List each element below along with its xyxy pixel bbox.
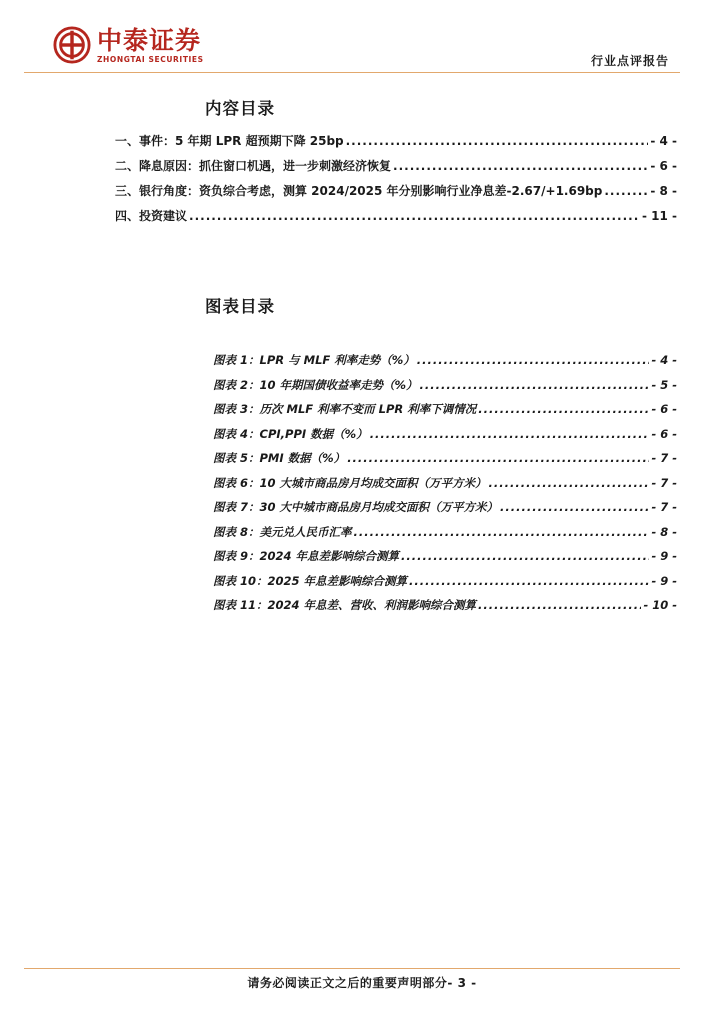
toc-entry[interactable] (115, 132, 677, 149)
dot-leader (417, 353, 650, 367)
dot-leader (409, 574, 649, 588)
dot-leader (500, 500, 649, 514)
page-number: - 3 - (447, 976, 477, 990)
figure-entry-label: 图表 2：10 年期国债收益率走势（%） (213, 378, 418, 392)
dot-leader (420, 378, 650, 392)
dot-leader (478, 598, 641, 612)
footer-divider (24, 968, 680, 969)
dot-leader (346, 134, 649, 148)
toc-entry[interactable] (115, 157, 677, 174)
figure-entry-label: 图表 1：LPR 与 MLF 利率走势（%） (213, 353, 415, 367)
figure-entry[interactable] (213, 573, 677, 589)
figure-entry-label: 图表 10：2025 年息差影响综合测算 (213, 574, 408, 588)
footer (0, 974, 724, 991)
toc-entry-label: 三、银行角度：资负综合考虑，测算 2024/2025 年分别影响行业净息差-2.67/+1.69bp (115, 184, 603, 198)
toc-entry-page: - 11 - (641, 209, 677, 223)
figure-entry-page: - 6 - (651, 427, 677, 441)
figure-entry-page: - 9 - (651, 549, 677, 563)
figure-entry-label: 图表 11：2024 年息差、营收、利润影响综合测算 (213, 598, 477, 612)
toc-entry-label: 四、投资建议 (115, 209, 188, 223)
dot-leader (478, 402, 649, 416)
figure-entry[interactable] (213, 475, 677, 491)
dot-leader (393, 159, 648, 173)
toc-title: 内容目录 (205, 99, 275, 118)
figures-title: 图表目录 (205, 297, 275, 316)
figure-entry-page: - 7 - (651, 451, 677, 465)
figure-entry-label: 图表 3：历次 MLF 利率不变而 LPR 利率下调情况 (213, 402, 477, 416)
figure-entry-label: 图表 7：30 大中城市商品房月均成交面积（万平方米） (213, 500, 499, 514)
figure-entry-label: 图表 6：10 大城市商品房月均成交面积（万平方米） (213, 476, 487, 490)
dot-leader (401, 549, 649, 563)
toc-entry-page: - 6 - (650, 159, 677, 173)
report-type: 行业点评报告 (590, 54, 669, 68)
figure-entry-page: - 7 - (651, 476, 677, 490)
dot-leader (604, 184, 648, 198)
figure-entry-page: - 7 - (651, 500, 677, 514)
figure-entry-page: - 6 - (651, 402, 677, 416)
dot-leader (489, 476, 650, 490)
company-logo-text (97, 27, 204, 64)
dot-leader (347, 451, 649, 465)
figure-entry-page: - 10 - (643, 598, 677, 612)
figure-entry[interactable] (213, 377, 677, 393)
figure-entry[interactable] (213, 401, 677, 417)
company-logo (53, 26, 204, 64)
figure-entry-label: 图表 5：PMI 数据（%） (213, 451, 346, 465)
figure-entry[interactable] (213, 426, 677, 442)
toc-entry[interactable] (115, 207, 677, 224)
figure-entry-label: 图表 4：CPI,PPI 数据（%） (213, 427, 368, 441)
figure-entry-page: - 8 - (651, 525, 677, 539)
toc-entry-label: 二、降息原因：抓住窗口机遇，进一步刺激经济恢复 (115, 159, 392, 173)
figure-entry[interactable] (213, 450, 677, 466)
figure-entry[interactable] (213, 524, 677, 540)
disclaimer-note: 请务必阅读正文之后的重要声明部分 (247, 976, 448, 990)
company-name-en: ZHONGTAI SECURITIES (97, 54, 204, 64)
figure-entry[interactable] (213, 548, 677, 564)
figure-entry-label: 图表 9：2024 年息差影响综合测算 (213, 549, 400, 563)
figure-entry-label: 图表 8：美元兑人民币汇率 (213, 525, 352, 539)
figure-entry[interactable] (213, 352, 677, 368)
toc-entry-page: - 8 - (650, 184, 677, 198)
dot-leader (370, 427, 650, 441)
header-divider (24, 72, 680, 73)
figure-entry-page: - 4 - (651, 353, 677, 367)
company-logo-icon (53, 26, 91, 64)
figure-entry[interactable] (213, 597, 677, 613)
company-name-cn: 中泰证券 (97, 25, 202, 55)
toc-entry-page: - 4 - (650, 134, 677, 148)
dot-leader (354, 525, 650, 539)
figure-entry-page: - 9 - (651, 574, 677, 588)
toc-entry-label: 一、事件：5 年期 LPR 超预期下降 25bp (115, 134, 344, 148)
figure-entry-page: - 5 - (651, 378, 677, 392)
toc-entry[interactable] (115, 182, 677, 199)
dot-leader (189, 209, 640, 223)
figure-entry[interactable] (213, 499, 677, 515)
